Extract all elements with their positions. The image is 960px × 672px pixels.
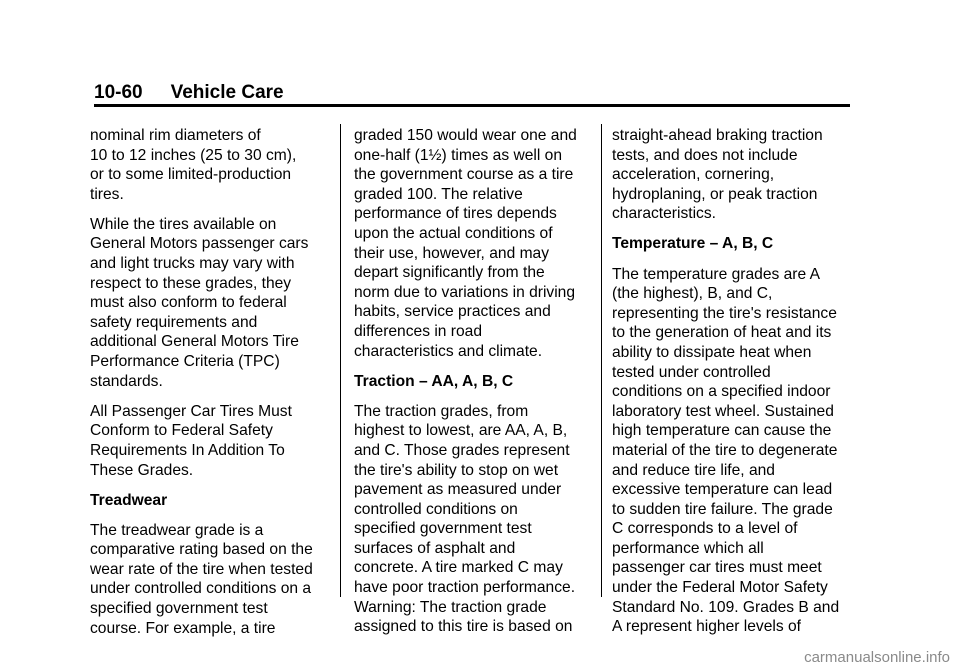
column-divider bbox=[601, 124, 602, 597]
paragraph: nominal rim diameters of 10 to 12 inches (25 to 30 cm), or to some limited-production tires. bbox=[90, 127, 297, 203]
text-column-2 bbox=[354, 126, 594, 647]
paragraph: The treadwear grade is a comparative rating based on the wear rate of the tire when tested under controlled conditions on a specified government test course. For example, a tire bbox=[90, 521, 313, 637]
paragraph: straight-ahead braking traction tests, and does not include acceleration, cornering, hydroplaning, or peak traction characteristics. bbox=[612, 127, 823, 223]
page-header bbox=[94, 82, 850, 106]
subheading-traction: Traction – AA, A, B, C bbox=[354, 372, 514, 390]
paragraph: While the tires available on General Motors passenger cars and light trucks may vary with respect to these grades, they must also conform to federal safety requirements and additional General Motors Tire Performance Criteria (TPC) standards. bbox=[90, 215, 309, 390]
watermark: carmanualsonline.info bbox=[804, 649, 950, 666]
text-column-3 bbox=[612, 126, 852, 647]
text-column-1 bbox=[90, 126, 330, 649]
page-number: 10-60 bbox=[94, 82, 143, 103]
paragraph: The temperature grades are A (the highest), B, and C, representing the tire's resistance to the generation of heat and its ability to dissipate heat when tested under controlled conditions on a specified indoor laboratory test wheel. Sustained high temperature can cause the material of the tire to degenerate and reduce tire life, and excessive temperature can lead to sudden tire failure. The grade C corresponds to a level of performance which all passenger car tires must meet under the Federal Motor Safety Standard No. 109. Grades B and A represent higher levels of bbox=[612, 265, 840, 636]
section-title: Vehicle Care bbox=[170, 82, 284, 103]
paragraph: All Passenger Car Tires Must Conform to Federal Safety Requirements In Addition To These Grades. bbox=[90, 402, 292, 479]
paragraph: The traction grades, from highest to lowest, are AA, A, B, and C. Those grades represent the tire's ability to stop on wet pavement as measured under controlled conditions on specified government test surfaces of asphalt and concrete. A tire marked C may have poor traction performance. Warning: The traction grade assigned to this tire is based on bbox=[354, 402, 576, 636]
subheading-treadwear: Treadwear bbox=[90, 491, 168, 509]
header-rule bbox=[94, 104, 850, 107]
subheading-temperature: Temperature – A, B, C bbox=[612, 235, 774, 253]
paragraph: graded 150 would wear one and one-half (1½) times as well on the government course as a tire graded 100. The relative performance of tires depends upon the actual conditions of their use, however, and may depart significantly from the norm due to variations in driving habits, service practices and differences in road characteristics and climate. bbox=[354, 127, 577, 360]
column-divider bbox=[340, 124, 341, 597]
